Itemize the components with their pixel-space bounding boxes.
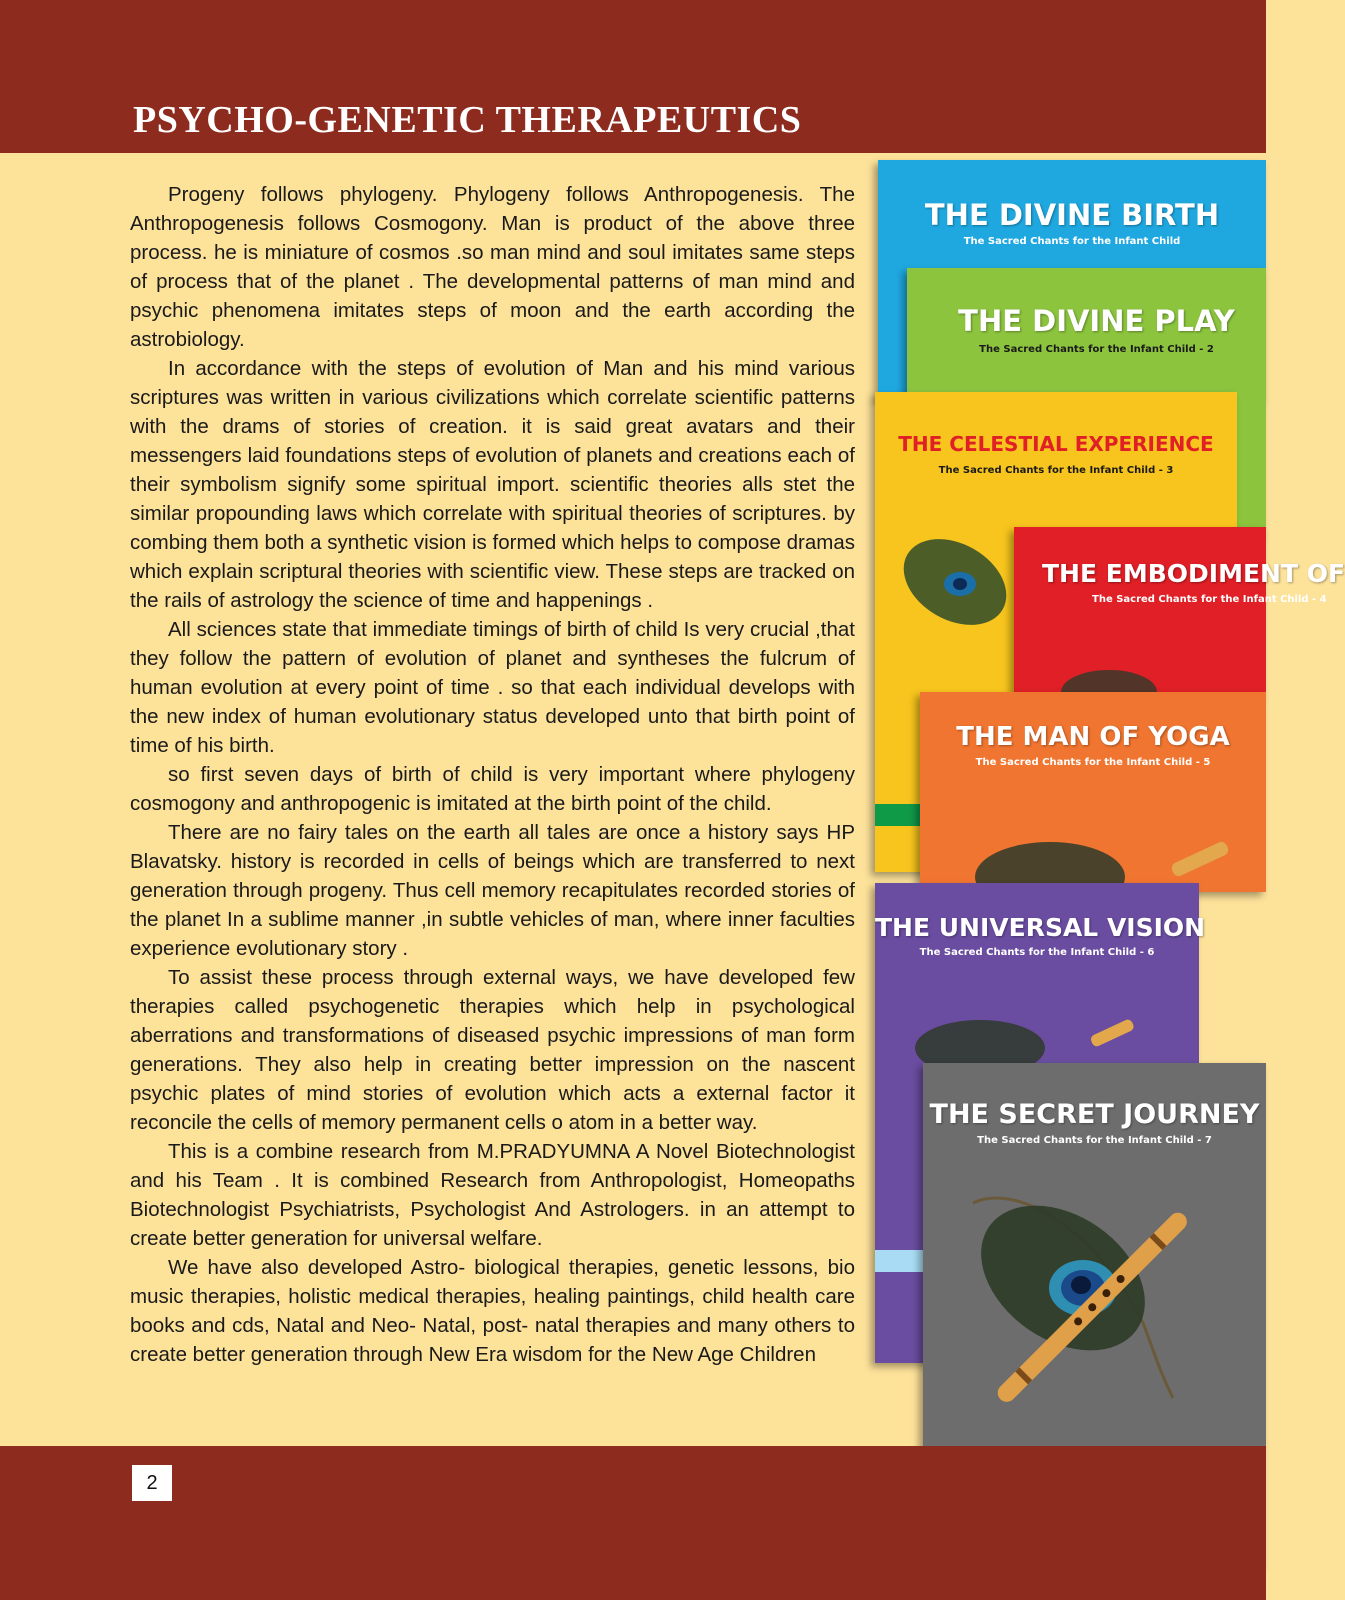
book-title: THE DIVINE BIRTH xyxy=(924,198,1220,232)
paragraph: This is a combine research from M.PRADYUMNA A Novel Biotechnologist and his Team . It is combined Research from Anthropologist, Homeopaths Biotechnologist Psychiatrists, Psychologist And Astrologers. in an attempt to create better generation for universal welfare. xyxy=(130,1140,855,1250)
paragraph: All sciences state that immediate timings of birth of child Is very crucial ,that they follow the pattern of evolution of planet and syntheses the fulcrum of human evolution at every point of time . so that each individual develops with the new index of human evolutionary status developed unto that birth point of time of his birth. xyxy=(130,618,855,757)
peacock-feather-icon xyxy=(950,807,1250,892)
cover-stripe xyxy=(875,1250,925,1272)
book-subtitle: The Sacred Chants for the Infant Child - 2 xyxy=(979,344,1214,355)
body-text xyxy=(130,180,855,1369)
book-title: THE UNIVERSAL VISION xyxy=(875,913,1206,942)
book-cover-man-of-yoga xyxy=(920,692,1266,892)
paragraph: so first seven days of birth of child is very important where phylogeny cosmogony and anthropogenic is imitated at the birth point of the child. xyxy=(130,763,855,815)
book-subtitle: The Sacred Chants for the Infant Child - 7 xyxy=(977,1135,1212,1146)
paragraph: We have also developed Astro- biological therapies, genetic lessons, bio music therapies, holistic medical therapies, healing paintings, child health care books and cds, Natal and Neo- Natal, post- natal therapies and many others to create better generation through New Era wisdom for the New Age Children xyxy=(130,1256,855,1366)
peacock-feather-icon xyxy=(900,998,1140,1068)
cover-stripe xyxy=(875,804,925,826)
book-subtitle: The Sacred Chants for the Infant Child - 3 xyxy=(938,465,1174,476)
book-subtitle: The Sacred Chants for the Infant Child - 4 xyxy=(1092,594,1327,605)
book-subtitle: The Sacred Chants for the Infant Child xyxy=(963,236,1181,247)
book-subtitle: The Sacred Chants for the Infant Child - 6 xyxy=(919,947,1155,958)
page-title: PSYCHO-GENETIC THERAPEUTICS xyxy=(133,99,802,141)
paragraph: Progeny follows phylogeny. Phylogeny follows Anthropogenesis. The Anthropogenesis follows Cosmogony. Man is product of the above three process. he is miniature of cosmos .so man mind and soul imitates same steps of process that of the planet . The developmental patterns of man mind and psychic phenomena imitates steps of moon and the earth according the astrobiology. xyxy=(130,183,855,351)
peacock-feather-icon xyxy=(890,522,1020,672)
book-subtitle: The Sacred Chants for the Infant Child - 5 xyxy=(975,757,1211,768)
book-title: THE SECRET JOURNEY xyxy=(929,1099,1260,1130)
book-title: THE DIVINE PLAY xyxy=(958,304,1235,338)
book-title: THE EMBODIMENT OF xyxy=(1042,559,1345,588)
book-cover-embodiment xyxy=(1014,527,1345,697)
book-title: THE CELESTIAL EXPERIENCE xyxy=(898,432,1214,456)
footer-band xyxy=(0,1446,1266,1600)
book-title: THE MAN OF YOGA xyxy=(956,722,1230,752)
paragraph: In accordance with the steps of evolution of Man and his mind various scriptures was written in various civilizations which correlate scientific patterns with the drams of stories of creation. it is said great avatars and their messengers laid foundations steps of evolution of planets and creations each of their symbolism signify some spiritual import. scientific theories alls stet the similar propounding laws which correlate with spiritual theories of scriptures. by combing them both a synthetic vision is formed which helps to compose dramas which explain scriptural theories with scientific view. These steps are tracked on the rails of astrology the science of time and happenings . xyxy=(130,357,855,612)
page-number: 2 xyxy=(132,1465,172,1501)
paragraph: There are no fairy tales on the earth all tales are once a history says HP Blavatsky. history is recorded in cells of beings which are transferred to next generation through progeny. Thus cell memory recapitulates recorded stories of the planet In a sublime manner ,in subtle vehicles of man, where inner faculties experience evolutionary story . xyxy=(130,821,855,960)
paragraph: To assist these process through external ways, we have developed few therapies called psychogenetic therapies which help in psychological aberrations and transformations of diseased psychic impressions of man form generations. They also help in creating better impression on the nascent psychic plates of mind stories of evolution which acts a external factor it reconcile the cells of memory permanent cells o atom in a better way. xyxy=(130,966,855,1134)
flute-icon xyxy=(983,1198,1203,1418)
